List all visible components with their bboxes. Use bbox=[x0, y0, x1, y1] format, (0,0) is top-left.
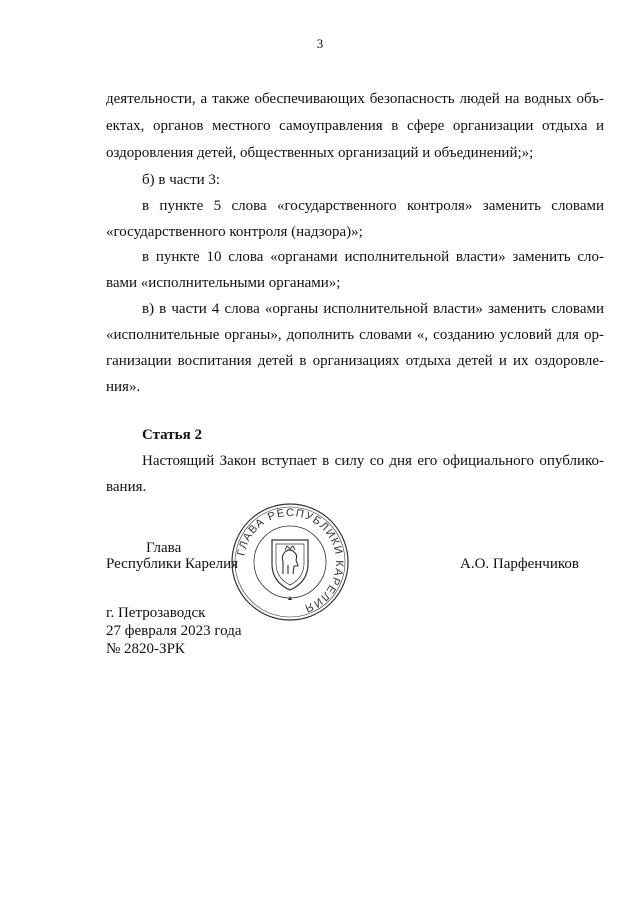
official-seal bbox=[228, 500, 352, 624]
seal-text: ГЛАВА РЕСПУБЛИКИ КАРЕЛИЯ bbox=[235, 506, 346, 615]
body-line: в) в части 4 слова «органы исполнительной власти» заменить словами bbox=[142, 301, 604, 317]
body-line: «исполнительные органы», дополнить словами «, созданию условий для ор- bbox=[106, 327, 604, 343]
body-line: «государственного контроля (надзора)»; bbox=[106, 224, 363, 240]
signatory-title: Глава bbox=[146, 540, 182, 556]
page-number: 3 bbox=[316, 36, 324, 51]
body-line: оздоровления детей, общественных организаций и объединений;»; bbox=[106, 145, 534, 161]
body-line: вами «исполнительными органами»; bbox=[106, 275, 341, 291]
article-text-line: Настоящий Закон вступает в силу со дня его официального опублико- bbox=[142, 453, 604, 469]
footer-number: № 2820-ЗРК bbox=[106, 641, 185, 657]
body-line: в пункте 10 слова «органами исполнительной власти» заменить сло- bbox=[142, 249, 604, 265]
body-line: деятельности, а также обеспечивающих безопасность людей на водных объ- bbox=[106, 91, 604, 107]
article-text-line: вания. bbox=[106, 479, 147, 495]
signatory-name: А.О. Парфенчиков bbox=[460, 556, 579, 572]
footer-city: г. Петрозаводск bbox=[106, 605, 206, 621]
body-line: в пункте 5 слова «государственного контроля» заменить словами bbox=[142, 198, 604, 214]
body-line: б) в части 3: bbox=[142, 172, 221, 188]
article-heading: Статья 2 bbox=[142, 427, 202, 443]
signatory-region: Республики Карелия bbox=[106, 556, 239, 572]
body-line: ния». bbox=[106, 379, 141, 395]
body-line: ганизации воспитания детей в организациях отдыха детей и их оздоровле- bbox=[106, 353, 604, 369]
footer-date: 27 февраля 2023 года bbox=[106, 623, 242, 639]
coat-of-arms-icon bbox=[272, 540, 308, 590]
body-line: ектах, органов местного самоуправления в сфере организации отдыха и bbox=[106, 118, 604, 134]
